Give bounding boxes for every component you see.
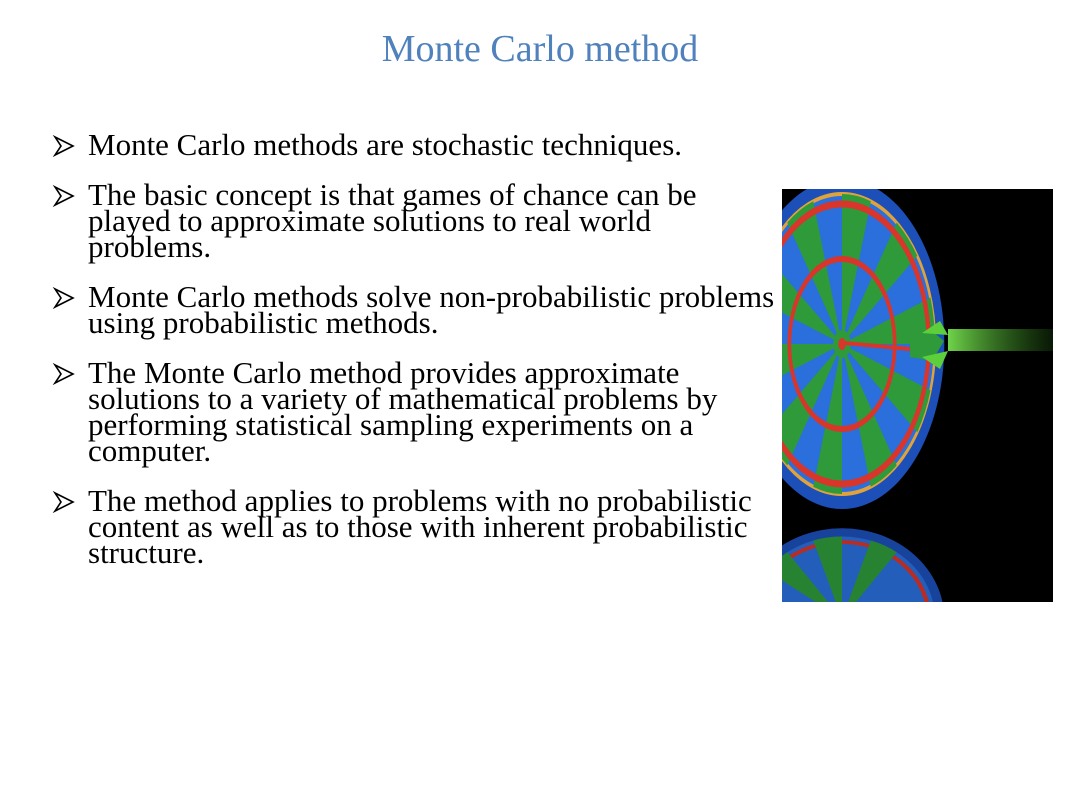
- bullet-text: The method applies to problems with no probabilistic content as well as to those with inherent probabilistic structure.: [88, 483, 752, 570]
- arrowhead-bullet-icon: [52, 184, 76, 208]
- bullet-item: [48, 483, 778, 570]
- arrowhead-bullet-icon: [52, 362, 76, 386]
- dartboard-image: [782, 189, 1053, 602]
- bullet-text: The Monte Carlo method provides approximate solutions to a variety of mathematical problems by performing statistical sampling experiments on a computer.: [88, 355, 718, 468]
- bullet-list: [48, 127, 778, 590]
- slide-title: Monte Carlo method: [381, 28, 699, 70]
- bullet-text: The basic concept is that games of chance can be played to approximate solutions to real world problems.: [88, 177, 697, 264]
- bullet-text: Monte Carlo methods are stochastic techniques.: [88, 127, 683, 162]
- dartboard-illustration: [782, 189, 1053, 602]
- arrowhead-bullet-icon: [52, 286, 76, 310]
- bullet-item: [48, 279, 778, 340]
- arrowhead-bullet-icon: [52, 490, 76, 514]
- arrowhead-bullet-icon: [52, 134, 76, 158]
- bullet-item: [48, 127, 778, 162]
- bullet-item: [48, 355, 778, 468]
- bullet-item: [48, 177, 778, 264]
- bullet-text: Monte Carlo methods solve non-probabilistic problems using probabilistic methods.: [88, 279, 775, 340]
